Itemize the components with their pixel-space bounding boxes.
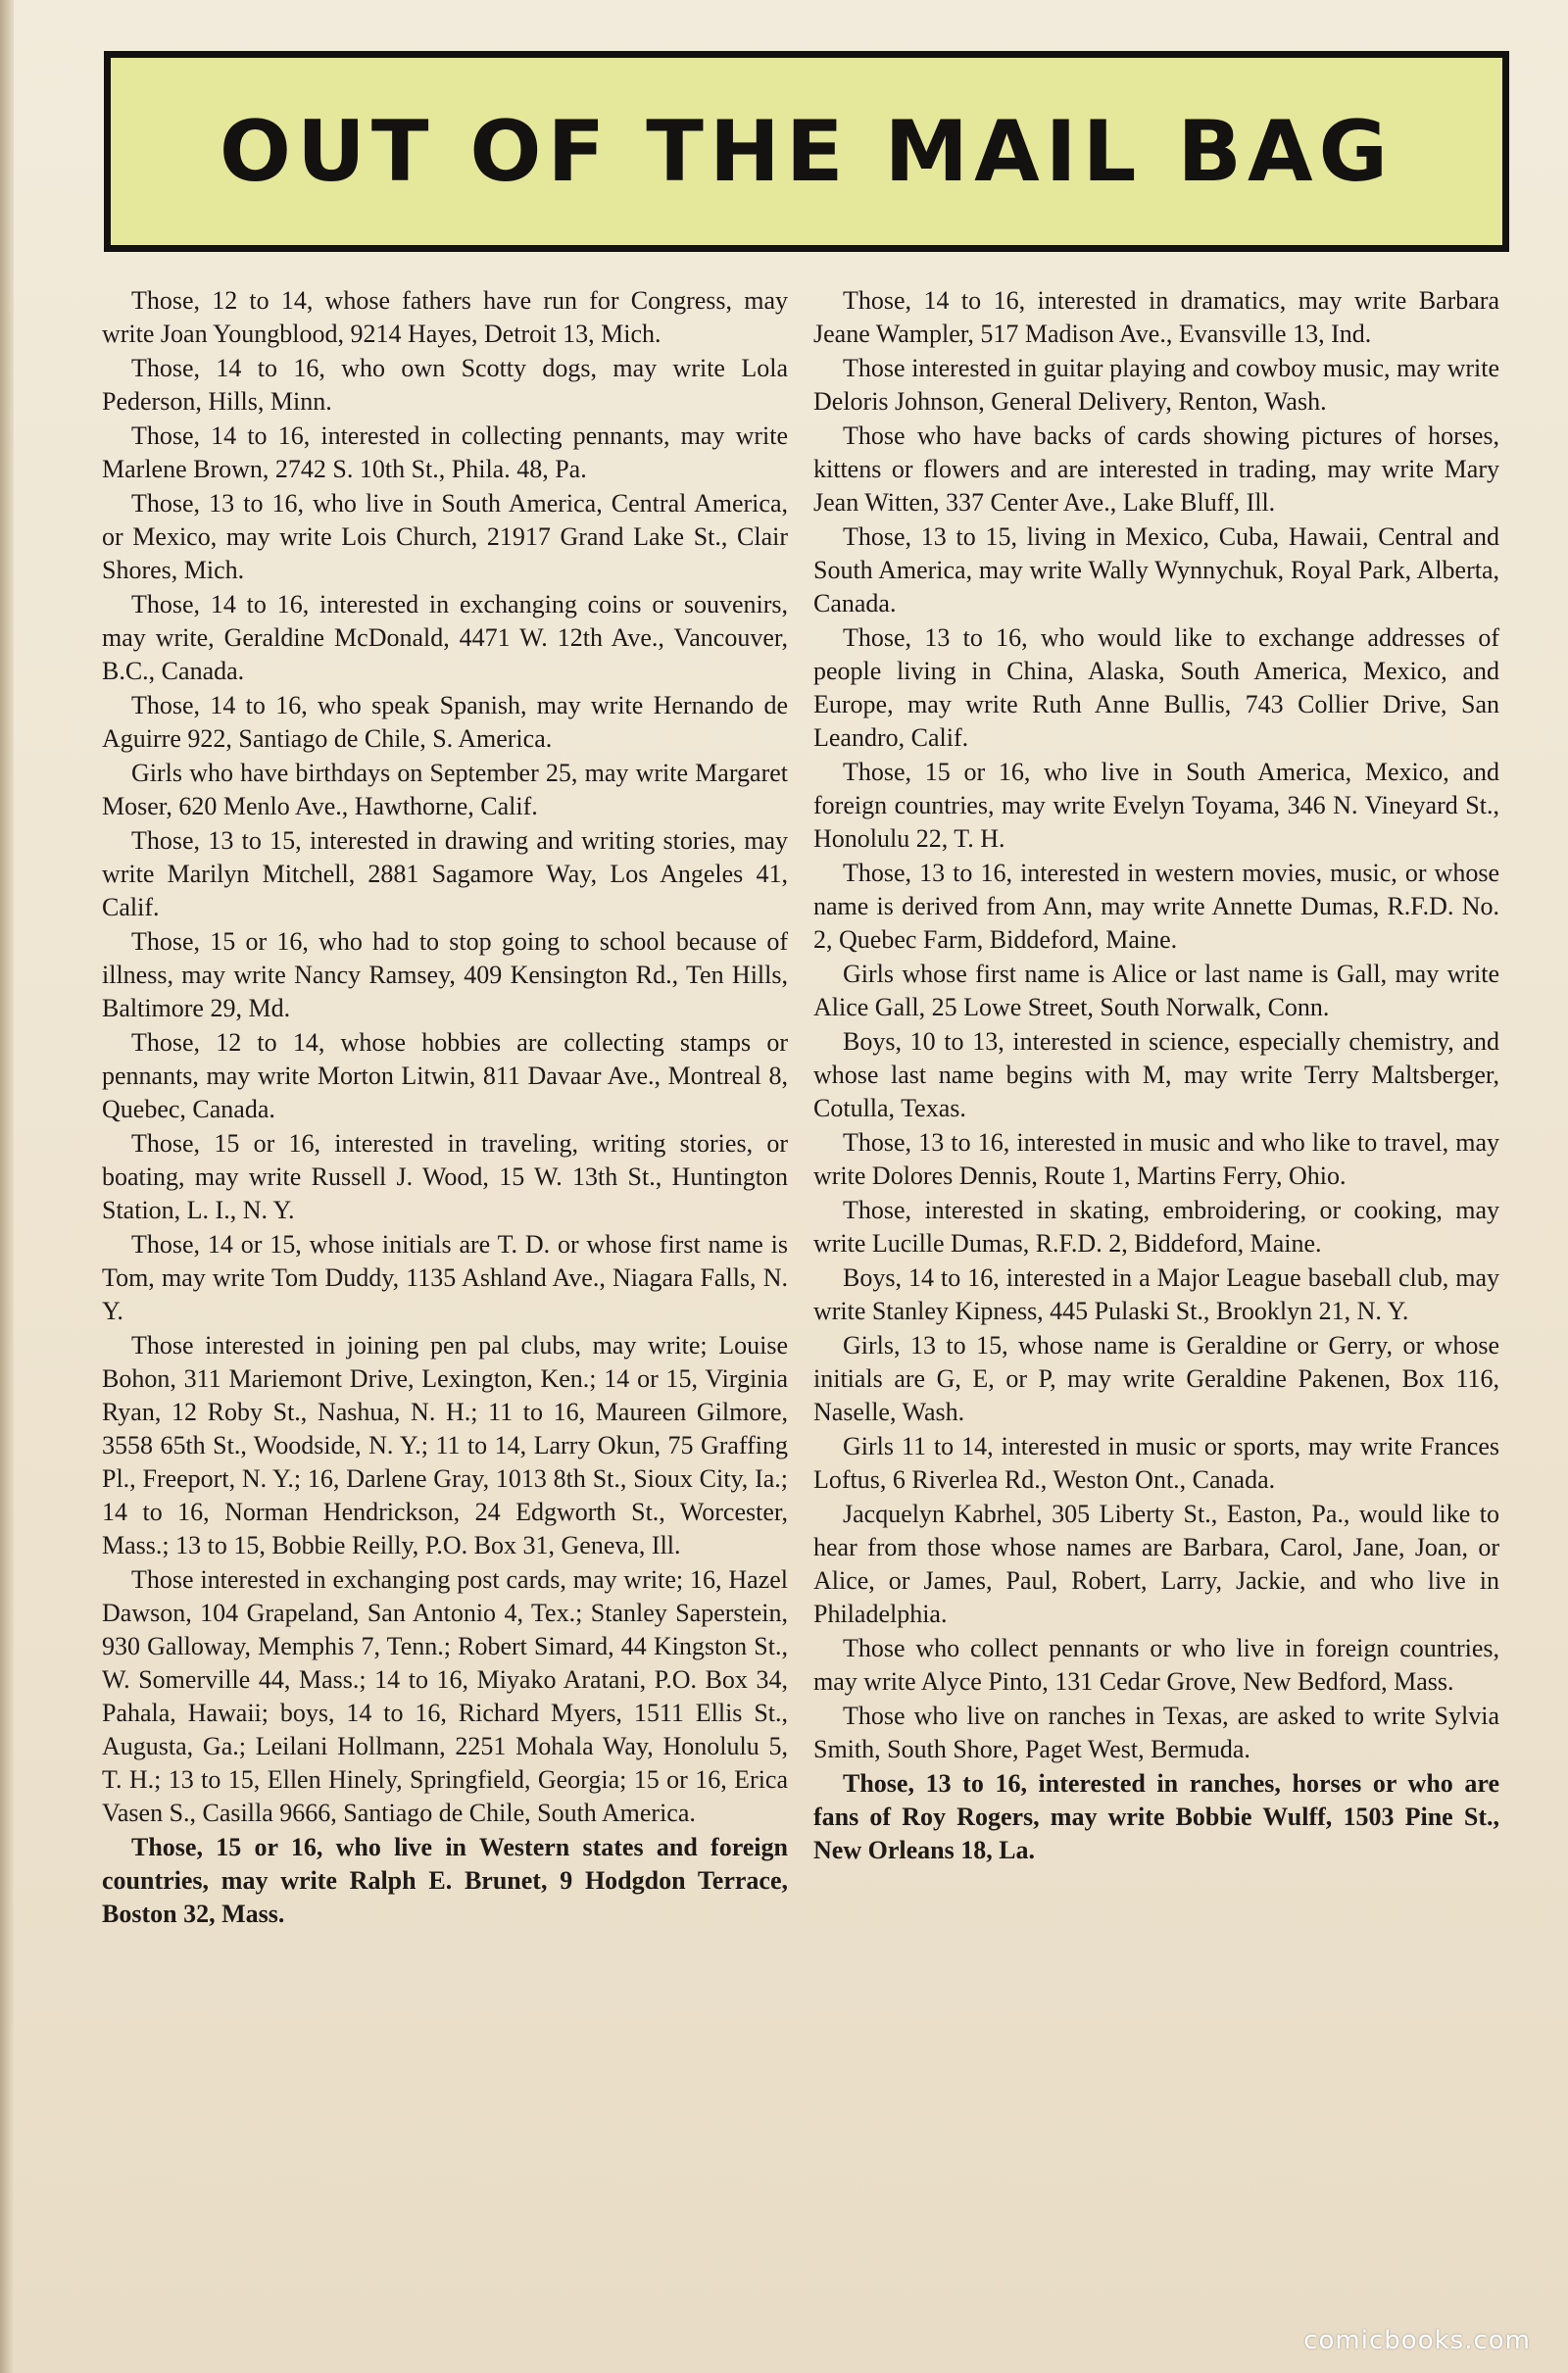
letter-entry: Those, 15 or 16, who live in Western states and foreign countries, may write Ralph E. Brunet, 9 Hodgdon Terrace, Boston 32, Mass. bbox=[102, 1833, 788, 1928]
letter-entry: Those, 12 to 14, whose hobbies are collecting stamps or pennants, may write Morton Litwin, 811 Davaar Ave., Montreal 8, Quebec, Canada. bbox=[102, 1028, 788, 1123]
letter-entry: Those, 13 to 16, interested in western movies, music, or whose name is derived from Ann, may write Annette Dumas, R.F.D. No. 2, Quebec Farm, Biddeford, Maine. bbox=[813, 859, 1499, 954]
letter-entry: Girls who have birthdays on September 25, may write Margaret Moser, 620 Menlo Ave., Hawthorne, Calif. bbox=[102, 759, 788, 820]
letter-entry: Those interested in guitar playing and cowboy music, may write Deloris Johnson, General Delivery, Renton, Wash. bbox=[813, 354, 1499, 416]
letter-entry: Girls 11 to 14, interested in music or sports, may write Frances Loftus, 6 Riverlea Rd., Weston Ont., Canada. bbox=[813, 1432, 1499, 1494]
right-column bbox=[813, 284, 1499, 1868]
left-column bbox=[102, 284, 788, 1932]
letter-entry: Those, 13 to 16, who would like to exchange addresses of people living in China, Alaska, South America, Mexico, and Europe, may write Ruth Anne Bullis, 743 Collier Drive, San Leandro, Calif. bbox=[813, 623, 1499, 752]
page-edge-shadow bbox=[0, 0, 14, 2373]
letter-entry: Those, 14 to 16, who own Scotty dogs, may write Lola Pederson, Hills, Minn. bbox=[102, 354, 788, 416]
letter-entry: Those, 14 or 15, whose initials are T. D. or whose first name is Tom, may write Tom Duddy, 1135 Ashland Ave., Niagara Falls, N. Y. bbox=[102, 1230, 788, 1325]
letter-entry: Those, 15 or 16, who live in South America, Mexico, and foreign countries, may write Evelyn Toyama, 346 N. Vineyard St., Honolulu 22, T. H. bbox=[813, 758, 1499, 853]
letter-entry: Those, interested in skating, embroidering, or cooking, may write Lucille Dumas, R.F.D. 2, Biddeford, Maine. bbox=[813, 1196, 1499, 1258]
letter-entry: Those, 14 to 16, interested in dramatics, may write Barbara Jeane Wampler, 517 Madison Ave., Evansville 13, Ind. bbox=[813, 286, 1499, 348]
letter-entry: Jacquelyn Kabrhel, 305 Liberty St., Easton, Pa., would like to hear from those whose names are Barbara, Carol, Jane, Joan, or Alice, or James, Paul, Robert, Larry, Jackie, and who live in Philadelphia. bbox=[813, 1500, 1499, 1628]
letter-entry: Those, 13 to 16, interested in music and who like to travel, may write Dolores Dennis, Route 1, Martins Ferry, Ohio. bbox=[813, 1128, 1499, 1190]
letter-entry: Those, 14 to 16, who speak Spanish, may write Hernando de Aguirre 922, Santiago de Chile, S. America. bbox=[102, 691, 788, 753]
letter-entry: Those interested in exchanging post cards, may write; 16, Hazel Dawson, 104 Grapeland, San Antonio 4, Tex.; Stanley Saperstein, 930 Galloway, Memphis 7, Tenn.; Robert Simard, 44 Kingston St., W. Somerville 44, Mass.; 14 to 16, Miyako Aratani, P.O. Box 34, Pahala, Hawaii; boys, 14 to 16, Richard Myers, 1511 Ellis St., Augusta, Ga.; Leilani Hollmann, 2251 Mohala Way, Honolulu 5, T. H.; 13 to 15, Ellen Hinely, Springfield, Georgia; 15 or 16, Erica Vasen S., Casilla 9666, Santiago de Chile, South America. bbox=[102, 1565, 788, 1827]
letter-entry: Girls, 13 to 15, whose name is Geraldine or Gerry, or whose initials are G, E, or P, may write Geraldine Pakenen, Box 116, Naselle, Wash. bbox=[813, 1331, 1499, 1426]
letter-entry: Those, 15 or 16, who had to stop going to school because of illness, may write Nancy Ramsey, 409 Kensington Rd., Ten Hills, Baltimore 29, Md. bbox=[102, 927, 788, 1022]
letter-entry: Those, 15 or 16, interested in traveling, writing stories, or boating, may write Russell J. Wood, 15 W. 13th St., Huntington Station, L. I., N. Y. bbox=[102, 1129, 788, 1224]
site-watermark: comicbooks.com bbox=[1303, 2326, 1531, 2355]
letter-entry: Girls whose first name is Alice or last name is Gall, may write Alice Gall, 25 Lowe Street, South Norwalk, Conn. bbox=[813, 960, 1499, 1021]
header-banner bbox=[104, 51, 1509, 252]
letter-entry: Those interested in joining pen pal clubs, may write; Louise Bohon, 311 Mariemont Drive, Lexington, Ken.; 14 or 15, Virginia Ryan, 12 Roby St., Nashua, N. H.; 11 to 16, Maureen Gilmore, 3558 65th St., Woodside, N. Y.; 11 to 14, Larry Okun, 75 Graffing Pl., Freeport, N. Y.; 16, Darlene Gray, 1013 8th St., Sioux City, Ia.; 14 to 16, Norman Hendrickson, 24 Edgworth St., Worcester, Mass.; 13 to 15, Bobbie Reilly, P.O. Box 31, Geneva, Ill. bbox=[102, 1331, 788, 1559]
letter-entry: Those, 13 to 15, living in Mexico, Cuba, Hawaii, Central and South America, may write Wally Wynnychuk, Royal Park, Alberta, Canada. bbox=[813, 522, 1499, 618]
letter-entry: Those, 13 to 16, who live in South America, Central America, or Mexico, may write Lois Church, 21917 Grand Lake St., Clair Shores, Mich. bbox=[102, 489, 788, 584]
letter-entry: Boys, 10 to 13, interested in science, especially chemistry, and whose last name begins with M, may write Terry Maltsberger, Cotulla, Texas. bbox=[813, 1027, 1499, 1122]
page-title: OUT OF THE MAIL BAG bbox=[219, 102, 1395, 201]
letter-entry: Those who live on ranches in Texas, are asked to write Sylvia Smith, South Shore, Paget West, Bermuda. bbox=[813, 1702, 1499, 1763]
letter-entry: Boys, 14 to 16, interested in a Major League baseball club, may write Stanley Kipness, 445 Pulaski St., Brooklyn 21, N. Y. bbox=[813, 1263, 1499, 1325]
letter-entry: Those who collect pennants or who live in foreign countries, may write Alyce Pinto, 131 Cedar Grove, New Bedford, Mass. bbox=[813, 1634, 1499, 1696]
letter-entry: Those who have backs of cards showing pictures of horses, kittens or flowers and are interested in trading, may write Mary Jean Witten, 337 Center Ave., Lake Bluff, Ill. bbox=[813, 421, 1499, 517]
letter-entry: Those, 14 to 16, interested in collecting pennants, may write Marlene Brown, 2742 S. 10th St., Phila. 48, Pa. bbox=[102, 421, 788, 483]
letter-entry: Those, 13 to 16, interested in ranches, horses or who are fans of Roy Rogers, may write Bobbie Wulff, 1503 Pine St., New Orleans 18, La. bbox=[813, 1769, 1499, 1864]
letter-entry: Those, 14 to 16, interested in exchanging coins or souvenirs, may write, Geraldine McDonald, 4471 W. 12th Ave., Vancouver, B.C., Canada. bbox=[102, 590, 788, 685]
letter-entry: Those, 13 to 15, interested in drawing and writing stories, may write Marilyn Mitchell, 2881 Sagamore Way, Los Angeles 41, Calif. bbox=[102, 826, 788, 921]
letter-entry: Those, 12 to 14, whose fathers have run for Congress, may write Joan Youngblood, 9214 Hayes, Detroit 13, Mich. bbox=[102, 286, 788, 348]
